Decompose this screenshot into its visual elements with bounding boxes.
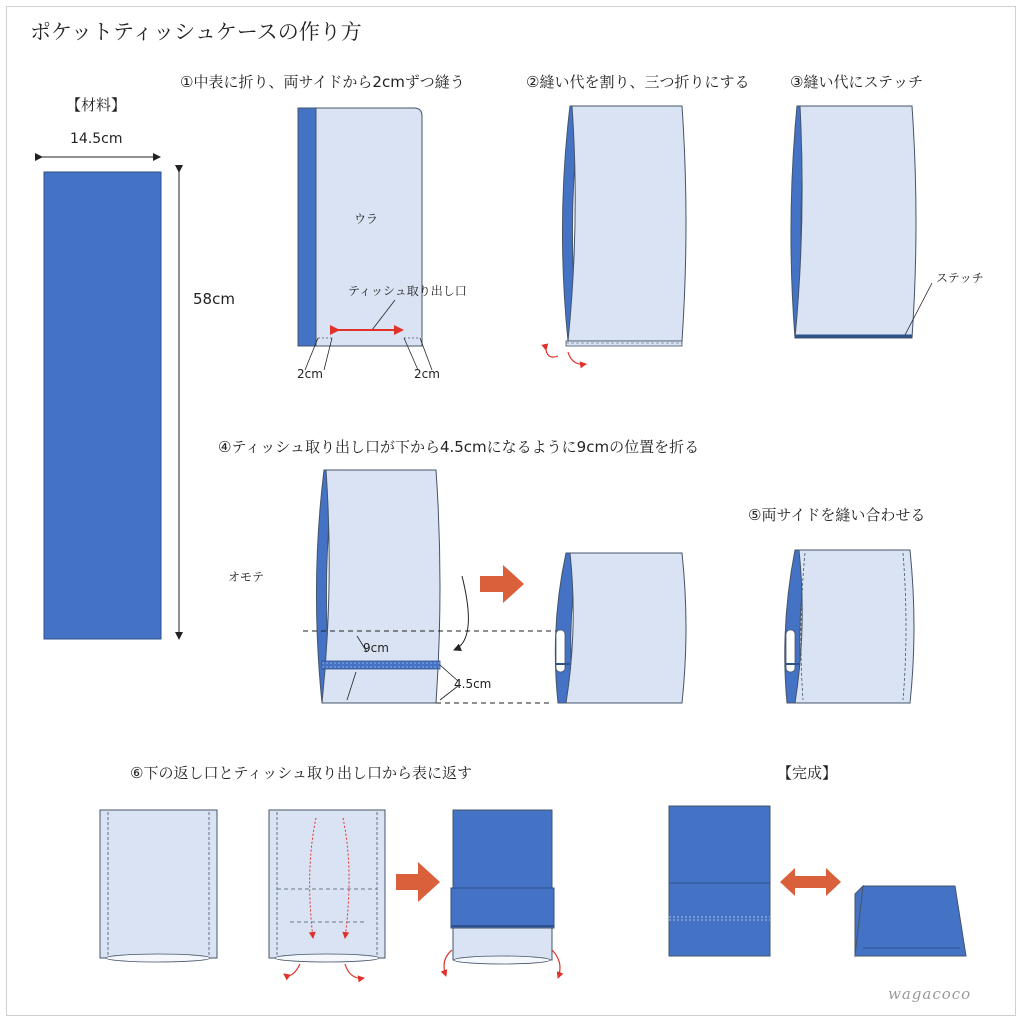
done-heading: 【完成】: [777, 764, 838, 782]
label-ura: ウラ: [354, 212, 379, 226]
label-opening: ティッシュ取り出し口: [348, 284, 467, 298]
step4-title: ④ティッシュ取り出し口が下から4.5cmになるように9cmの位置を折る: [218, 438, 700, 456]
material-height-label: 58cm: [193, 290, 235, 308]
step6-figure-2: [269, 810, 385, 978]
material-width-label: 14.5cm: [70, 131, 123, 147]
page-title: ポケットティッシュケースの作り方: [30, 20, 362, 44]
done-figure-front: [669, 806, 770, 956]
label-open-45cm: 4.5cm: [454, 677, 492, 691]
label-seam-left: 2cm: [297, 367, 323, 381]
material-fabric: [44, 172, 161, 639]
label-stitch: ステッチ: [936, 271, 984, 285]
step6-arrow: [396, 862, 440, 902]
step3-figure: [791, 106, 932, 338]
step4-arrow: [480, 565, 524, 603]
brand-watermark: wagacoco: [888, 985, 972, 1003]
step1-title: ①中表に折り、両サイドから2cmずつ縫う: [180, 73, 465, 91]
step2-figure: [546, 106, 686, 364]
step2-title: ②縫い代を割り、三つ折りにする: [526, 73, 750, 91]
step4-figure-left: [303, 470, 566, 703]
done-figure-flat: [855, 886, 966, 956]
step5-title: ⑤両サイドを縫い合わせる: [748, 506, 926, 524]
done-double-arrow: [780, 868, 841, 896]
step6-figure-1: [100, 810, 217, 962]
step5-figure: [785, 550, 914, 703]
step3-title: ③縫い代にステッチ: [790, 73, 924, 91]
step6-figure-3: [444, 810, 560, 978]
label-omote: オモテ: [228, 570, 265, 584]
label-fold-9cm: 9cm: [363, 641, 389, 655]
step6-title: ⑥下の返し口とティッシュ取り出し口から表に返す: [130, 764, 472, 782]
label-seam-right: 2cm: [414, 367, 440, 381]
material-heading: 【材料】: [66, 96, 127, 114]
step4-figure-right: [555, 553, 686, 703]
